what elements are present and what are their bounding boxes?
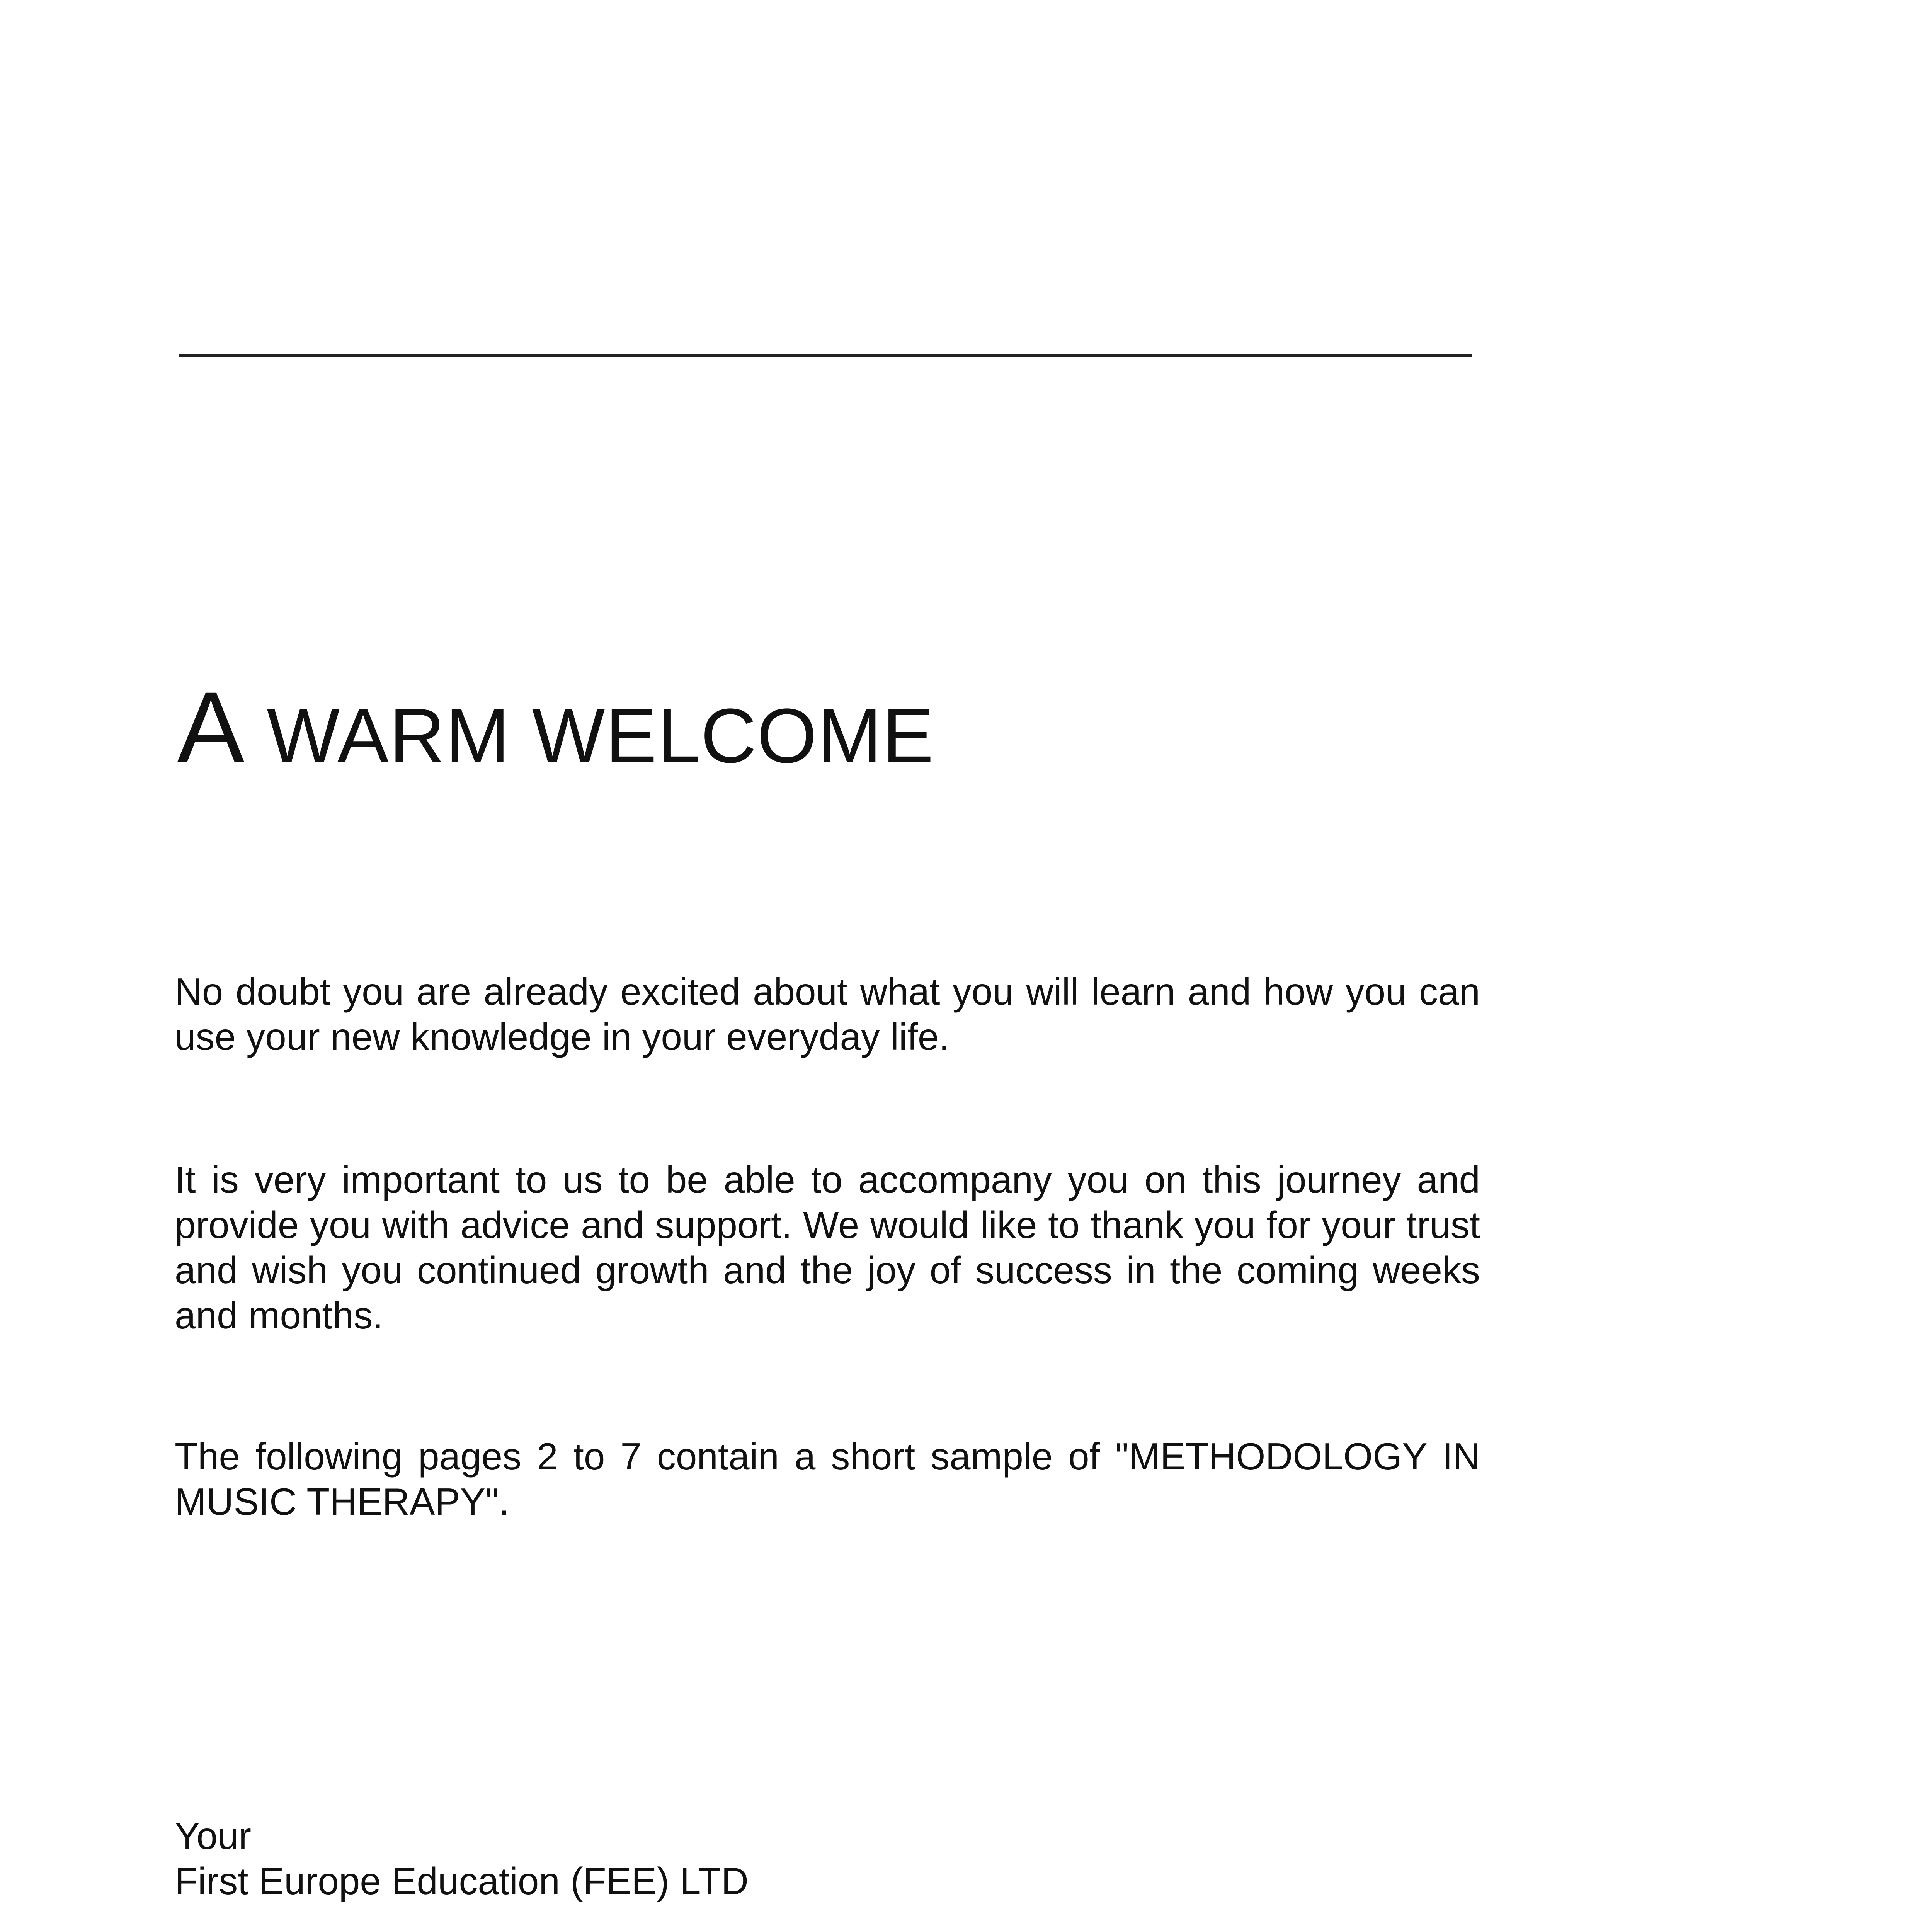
signature-block (175, 1813, 749, 1904)
signature-salutation: Your (175, 1815, 252, 1857)
sample-paragraph: The following pages 2 to 7 contain a short sample of "METHODOLOGY IN MUSIC THERAPY". (175, 1435, 1480, 1523)
page-title (177, 671, 934, 784)
intro-paragraph: No doubt you are already excited about what you will learn and how you can use your new knowledge in your everyday life. (175, 970, 1480, 1058)
title-rest: WARM WELCOME (245, 693, 934, 779)
support-paragraph: It is very important to us to be able to accompany you on this journey and provide you with advice and support. We would like to thank you for your trust and wish you continued growth and the joy of success in the coming weeks and months. (175, 1158, 1480, 1337)
top-divider (179, 354, 1472, 357)
signature-company: First Europe Education (FEE) LTD (175, 1860, 749, 1902)
title-initial: A (177, 671, 245, 784)
